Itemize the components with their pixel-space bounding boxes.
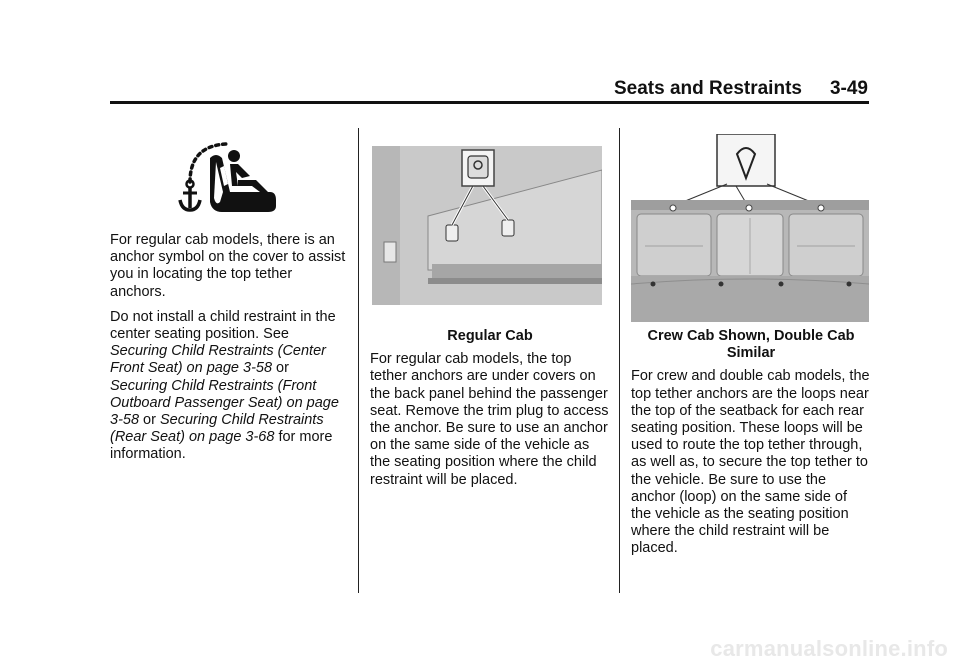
- cross-reference-link[interactable]: Securing Child Restraints (Center Front Seat) on page 3-58: [110, 343, 326, 377]
- cross-reference-link[interactable]: Securing Child Restraints (Rear Seat) on page 3-68: [110, 412, 324, 446]
- header-rule: [110, 101, 869, 104]
- paragraph: For regular cab models, there is an anchor symbol on the cover to assist you in locating the top tether anchors.: [110, 232, 346, 300]
- page-number: 3-49: [829, 78, 868, 99]
- column-2: [370, 328, 610, 497]
- cross-reference-link[interactable]: Securing Child Restraints (Front Outboard Passenger Seat) on page 3-58: [110, 377, 339, 429]
- watermark: carmanualsonline.info: [710, 636, 948, 661]
- figure-caption: Crew Cab Shown, Double Cab Similar: [647, 328, 855, 362]
- column-1: [110, 232, 350, 472]
- text: or: [139, 412, 160, 429]
- section-title: Seats and Restraints: [614, 78, 802, 99]
- paragraph: For regular cab models, the top tether anchors are under covers on the back panel behind the passenger seat. Remove the trim plug to access the anchor. Be sure to use an anchor on the same side of the vehicle as the seating position where the child restraint will be placed.: [370, 351, 609, 488]
- regular-cab-anchor-figure: [372, 146, 602, 305]
- column-divider: [358, 128, 359, 593]
- child-seat-anchor-icon: [176, 140, 280, 216]
- column-divider: [619, 128, 620, 593]
- text: or: [272, 360, 289, 377]
- page-header: [0, 78, 868, 100]
- text: Do not install a child restraint in the center seating position. See: [110, 308, 336, 343]
- column-3: [631, 328, 871, 566]
- paragraph: [110, 309, 350, 464]
- paragraph: For crew and double cab models, the top tether anchors are the loops near the top of the seatback for each rear seating position. These loops will be used to route the top tether through, as well as, to secure the top tether to the vehicle. Be sure to use the anchor (loop) on the same side of the vehicle as the seating position where the child restraint will be placed.: [631, 368, 870, 557]
- crew-cab-anchor-figure: [631, 134, 869, 322]
- figure-caption: Regular Cab: [447, 328, 533, 344]
- text: for more information.: [110, 429, 333, 463]
